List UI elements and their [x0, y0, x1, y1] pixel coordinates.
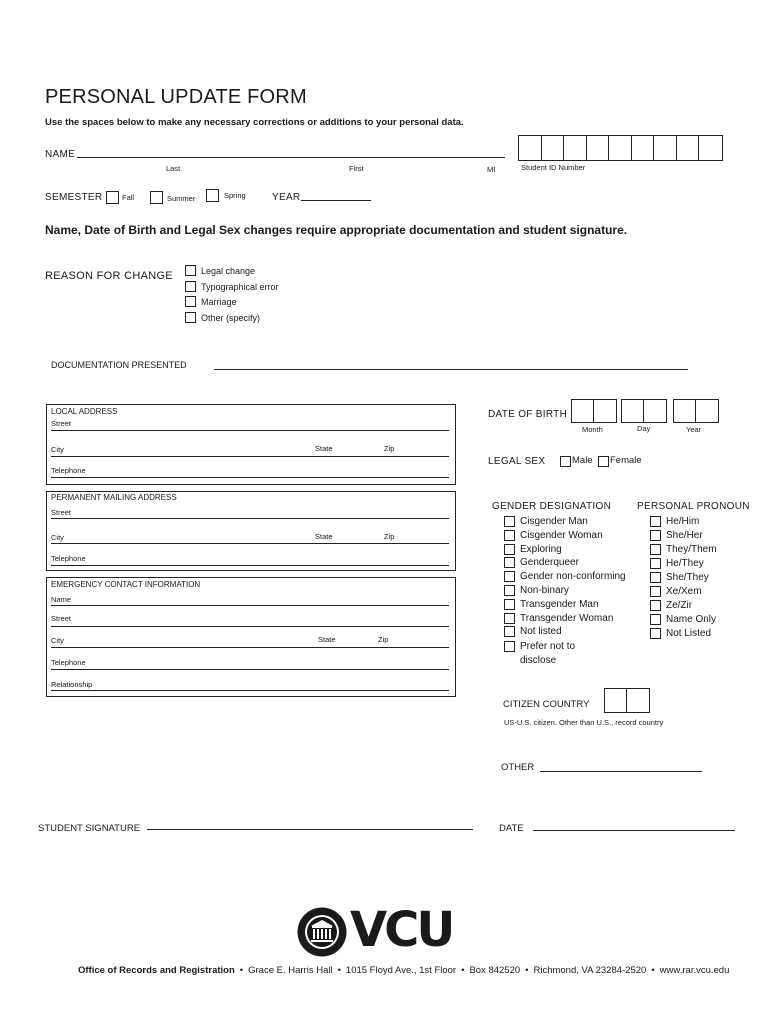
emergency-relationship-label: Relationship — [51, 680, 93, 689]
pronoun-option[interactable] — [650, 530, 703, 541]
local-address-title: LOCAL ADDRESS — [51, 407, 118, 416]
name-last-label: Last — [166, 164, 181, 173]
documentation-input-line[interactable] — [214, 369, 688, 370]
option-label: Exploring — [520, 544, 562, 555]
permanent-telephone-input[interactable] — [51, 565, 449, 566]
local-street-label: Street — [51, 419, 72, 428]
checkbox[interactable] — [650, 628, 661, 639]
local-city-label: City — [51, 445, 64, 454]
semester-spring-checkbox[interactable] — [206, 189, 219, 202]
option-label: Genderqueer — [520, 557, 579, 568]
footer-building: Grace E. Harris Hall — [248, 965, 333, 976]
checkbox[interactable] — [650, 586, 661, 597]
pronoun-option[interactable] — [650, 558, 704, 569]
date-input-line[interactable] — [533, 830, 735, 831]
option-label: Ze/Zir — [666, 600, 693, 611]
name-label: NAME — [45, 149, 76, 160]
option-label: Cisgender Woman — [520, 530, 603, 541]
pronoun-option[interactable] — [650, 628, 711, 639]
option-label: She/They — [666, 572, 709, 583]
vcu-seal-icon — [296, 906, 348, 958]
checkbox[interactable] — [504, 516, 515, 527]
pronoun-label: PERSONAL PRONOUN — [637, 501, 750, 512]
emergency-telephone-input[interactable] — [51, 669, 449, 670]
dob-month-label: Month — [582, 425, 603, 434]
emergency-relationship-input[interactable] — [51, 690, 449, 691]
other-input-line[interactable] — [540, 771, 702, 772]
instructions: Use the spaces below to make any necessary corrections or additions to your personal data. — [45, 117, 464, 128]
gender-option[interactable] — [504, 571, 626, 582]
permanent-city-input[interactable] — [51, 543, 449, 544]
gender-option[interactable] — [504, 557, 579, 568]
emergency-street-label: Street — [51, 614, 72, 623]
dob-day-input[interactable] — [621, 399, 667, 423]
dob-year-label: Year — [686, 425, 702, 434]
footer-box: Box 842520 — [469, 965, 521, 976]
emergency-city-input[interactable] — [51, 647, 449, 648]
pronoun-option[interactable] — [650, 544, 717, 555]
pronoun-option[interactable] — [650, 614, 716, 625]
citizen-note: US-U.S. citizen. Other than U.S., record country — [504, 718, 664, 727]
option-label: Gender non-conforming — [520, 571, 626, 582]
student-id-input[interactable] — [518, 135, 723, 161]
reason-other[interactable] — [185, 312, 260, 323]
checkbox[interactable] — [185, 296, 196, 307]
year-label: YEAR — [272, 192, 301, 203]
legal-sex-male-checkbox[interactable] — [560, 456, 571, 467]
checkbox[interactable] — [650, 614, 661, 625]
option-label: Transgender Man — [520, 599, 599, 610]
option-label: Legal change — [201, 265, 256, 276]
pronoun-option[interactable] — [650, 516, 699, 527]
option-label: Not listed — [520, 626, 562, 637]
semester-summer-checkbox[interactable] — [150, 191, 163, 204]
emergency-telephone-label: Telephone — [51, 658, 86, 667]
other-label: OTHER — [501, 762, 535, 773]
gender-option[interactable] — [504, 641, 575, 652]
emergency-city-label: City — [51, 636, 64, 645]
dob-month-input[interactable] — [571, 399, 617, 423]
dob-label: DATE OF BIRTH — [488, 409, 568, 420]
name-first-label: First — [349, 164, 364, 173]
pronoun-option[interactable] — [650, 572, 709, 583]
checkbox[interactable] — [650, 530, 661, 541]
footer-address: 1015 Floyd Ave., 1st Floor — [345, 965, 457, 976]
signature-label: STUDENT SIGNATURE — [38, 823, 141, 834]
reason-typo[interactable] — [185, 281, 279, 292]
checkbox[interactable] — [650, 544, 661, 555]
form-title: PERSONAL UPDATE FORM — [45, 86, 307, 108]
gender-option-continuation: disclose — [520, 655, 557, 666]
gender-option[interactable] — [504, 599, 599, 610]
dob-day-label: Day — [637, 424, 651, 433]
checkbox[interactable] — [504, 626, 515, 637]
reason-marriage[interactable] — [185, 296, 237, 307]
footer-office: Office of Records and Registration — [78, 965, 235, 976]
documentation-notice: Name, Date of Birth and Legal Sex changes require appropriate documentation and student signature. — [45, 223, 628, 237]
checkbox[interactable] — [185, 265, 196, 276]
checkbox[interactable] — [650, 600, 661, 611]
legal-sex-male-label: Male — [572, 455, 593, 466]
legal-sex-label: LEGAL SEX — [488, 456, 546, 467]
option-label: Prefer not to — [520, 641, 576, 652]
vcu-logo-text: VCU — [350, 902, 453, 958]
option-label: She/Her — [666, 530, 703, 541]
local-state-label: State — [315, 444, 333, 453]
semester-fall-checkbox[interactable] — [106, 191, 119, 204]
emergency-contact-box — [46, 577, 456, 697]
legal-sex-female-label: Female — [610, 455, 642, 466]
local-city-input[interactable] — [51, 456, 449, 457]
semester-fall-label: Fall — [122, 193, 135, 202]
option-label: Typographical error — [201, 281, 279, 292]
checkbox[interactable] — [504, 641, 515, 652]
option-label: Other (specify) — [201, 312, 261, 323]
gender-label: GENDER DESIGNATION — [492, 501, 612, 512]
permanent-address-box — [46, 491, 456, 571]
semester-summer-label: Summer — [167, 194, 196, 203]
option-label: Marriage — [201, 296, 237, 307]
pronoun-option[interactable] — [650, 586, 702, 597]
emergency-street-input[interactable] — [51, 626, 449, 627]
documentation-label: DOCUMENTATION PRESENTED — [51, 360, 187, 370]
permanent-city-label: City — [51, 533, 64, 542]
emergency-zip-label: Zip — [378, 635, 389, 644]
pronoun-option[interactable] — [650, 600, 692, 611]
local-address-box — [46, 404, 456, 485]
emergency-state-label: State — [318, 635, 336, 644]
local-telephone-label: Telephone — [51, 466, 86, 475]
footer-web[interactable]: www.rar.vcu.edu — [659, 965, 730, 976]
checkbox[interactable] — [504, 571, 515, 582]
semester-label: SEMESTER — [45, 192, 103, 203]
option-label: Cisgender Man — [520, 516, 588, 527]
emergency-contact-title: EMERGENCY CONTACT INFORMATION — [51, 580, 201, 589]
checkbox[interactable] — [650, 558, 661, 569]
option-label: Transgender Woman — [520, 613, 614, 624]
option-label: Name Only — [666, 614, 717, 625]
gender-option[interactable] — [504, 613, 613, 624]
permanent-street-input[interactable] — [51, 518, 449, 519]
checkbox[interactable] — [185, 281, 196, 292]
gender-option[interactable] — [504, 585, 569, 596]
local-zip-label: Zip — [384, 444, 395, 453]
year-input-line[interactable] — [301, 200, 371, 201]
option-label: He/They — [666, 558, 704, 569]
dob-year-input[interactable] — [673, 399, 719, 423]
option-label: They/Them — [666, 544, 717, 555]
legal-sex-female-checkbox[interactable] — [598, 456, 609, 467]
gender-option[interactable] — [504, 530, 603, 541]
date-label: DATE — [499, 823, 524, 834]
option-label: Xe/Xem — [666, 586, 702, 597]
citizen-country-input[interactable] — [604, 688, 650, 713]
option-label: Not Listed — [666, 628, 712, 639]
permanent-state-label: State — [315, 532, 333, 541]
gender-option[interactable] — [504, 626, 562, 637]
footer-city: Richmond, VA 23284-2520 — [533, 965, 647, 976]
checkbox[interactable] — [504, 530, 515, 541]
option-label: Non-binary — [520, 585, 569, 596]
permanent-address-title: PERMANENT MAILING ADDRESS — [51, 493, 177, 502]
local-telephone-input[interactable] — [51, 477, 449, 478]
gender-option[interactable] — [504, 516, 588, 527]
permanent-street-label: Street — [51, 508, 72, 517]
checkbox[interactable] — [504, 585, 515, 596]
citizen-label: CITIZEN COUNTRY — [503, 699, 590, 710]
permanent-zip-label: Zip — [384, 532, 395, 541]
footer: Office of Records and Registration • Grace E. Harris Hall • 1015 Floyd Ave., 1st Floor • Box 842520 • Richmond, VA 23284-2520 • www.rar.vcu.edu — [78, 965, 730, 976]
checkbox[interactable] — [504, 599, 515, 610]
gender-option[interactable] — [504, 544, 562, 555]
checkbox[interactable] — [650, 516, 661, 527]
checkbox[interactable] — [185, 312, 196, 323]
reason-legal-change[interactable] — [185, 265, 255, 276]
student-id-label: Student ID Number — [521, 163, 586, 172]
checkbox[interactable] — [504, 557, 515, 568]
checkbox[interactable] — [504, 544, 515, 555]
signature-input-line[interactable] — [147, 829, 473, 830]
checkbox[interactable] — [650, 572, 661, 583]
reason-label: REASON FOR CHANGE — [45, 270, 173, 282]
checkbox[interactable] — [504, 613, 515, 624]
option-label: He/Him — [666, 516, 700, 527]
name-input-line[interactable] — [77, 157, 505, 158]
emergency-name-input[interactable] — [51, 605, 449, 606]
emergency-name-label: Name — [51, 595, 72, 604]
name-mi-label: MI — [487, 165, 496, 174]
local-street-input[interactable] — [51, 430, 449, 431]
permanent-telephone-label: Telephone — [51, 554, 86, 563]
semester-spring-label: Spring — [224, 191, 246, 200]
